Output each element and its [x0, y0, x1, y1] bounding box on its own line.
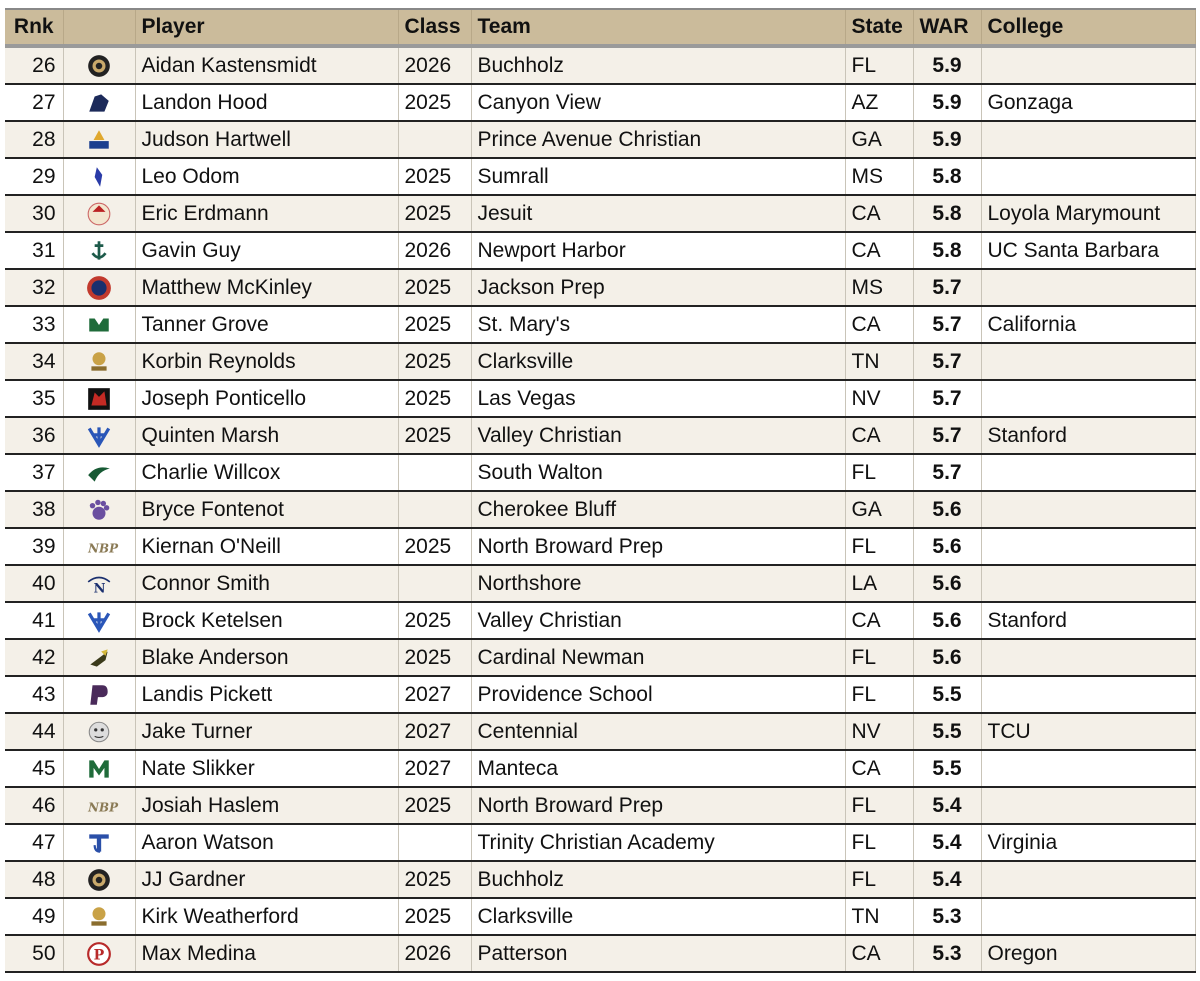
college-cell: Stanford [981, 602, 1195, 639]
team-cell: North Broward Prep [471, 787, 845, 824]
table-row[interactable] [5, 750, 1195, 787]
class-cell: 2025 [398, 195, 471, 232]
table-row[interactable] [5, 158, 1195, 195]
war-cell: 5.4 [913, 861, 981, 898]
player-cell: Charlie Willcox [135, 454, 398, 491]
team-cell: Newport Harbor [471, 232, 845, 269]
table-row[interactable] [5, 639, 1195, 676]
player-cell: Blake Anderson [135, 639, 398, 676]
war-cell: 5.7 [913, 417, 981, 454]
class-cell: 2025 [398, 417, 471, 454]
player-cell: Landis Pickett [135, 676, 398, 713]
table-row[interactable] [5, 491, 1195, 528]
war-cell: 5.6 [913, 528, 981, 565]
state-cell: AZ [845, 84, 913, 121]
team-logo [63, 898, 135, 935]
college-cell [981, 528, 1195, 565]
college-cell [981, 639, 1195, 676]
class-cell: 2025 [398, 639, 471, 676]
class-cell: 2025 [398, 306, 471, 343]
class-cell: 2025 [398, 269, 471, 306]
state-cell: CA [845, 935, 913, 972]
svg-text:N: N [93, 581, 106, 597]
header-row [5, 9, 1195, 46]
player-cell: Korbin Reynolds [135, 343, 398, 380]
war-cell: 5.9 [913, 84, 981, 121]
college-cell: California [981, 306, 1195, 343]
war-cell: 5.5 [913, 713, 981, 750]
rank-cell: 27 [5, 84, 63, 121]
class-cell: 2025 [398, 343, 471, 380]
class-cell: 2025 [398, 158, 471, 195]
team-logo [63, 46, 135, 84]
college-cell [981, 454, 1195, 491]
manteca-logo-icon [64, 756, 135, 782]
college-cell [981, 898, 1195, 935]
class-cell: 2025 [398, 861, 471, 898]
player-cell: Leo Odom [135, 158, 398, 195]
rank-cell: 49 [5, 898, 63, 935]
class-cell [398, 454, 471, 491]
state-cell: FL [845, 639, 913, 676]
state-cell: MS [845, 269, 913, 306]
state-cell: LA [845, 565, 913, 602]
class-cell: 2026 [398, 46, 471, 84]
class-cell: 2025 [398, 898, 471, 935]
state-cell: CA [845, 750, 913, 787]
table-row[interactable] [5, 454, 1195, 491]
state-cell: FL [845, 861, 913, 898]
player-cell: Joseph Ponticello [135, 380, 398, 417]
svg-text:NBP: NBP [88, 540, 119, 555]
team-cell: Valley Christian [471, 602, 845, 639]
team-logo [63, 639, 135, 676]
table-row[interactable] [5, 898, 1195, 935]
team-cell: Patterson [471, 935, 845, 972]
centennial-logo-icon [64, 719, 135, 745]
player-cell: Bryce Fontenot [135, 491, 398, 528]
table-row[interactable] [5, 528, 1195, 565]
class-cell: 2027 [398, 713, 471, 750]
team-logo [63, 676, 135, 713]
state-cell: GA [845, 121, 913, 158]
team-cell: Prince Avenue Christian [471, 121, 845, 158]
header-class[interactable]: Class [398, 9, 471, 46]
state-cell: GA [845, 491, 913, 528]
war-cell: 5.5 [913, 676, 981, 713]
clarksville-logo-icon [64, 349, 135, 375]
team-logo [63, 84, 135, 121]
team-logo [63, 824, 135, 861]
team-logo [63, 528, 135, 565]
prince-logo-icon [64, 127, 135, 153]
rank-cell: 33 [5, 306, 63, 343]
team-cell: South Walton [471, 454, 845, 491]
war-cell: 5.5 [913, 750, 981, 787]
college-cell: Stanford [981, 417, 1195, 454]
team-cell: Clarksville [471, 898, 845, 935]
player-cell: Max Medina [135, 935, 398, 972]
player-cell: Tanner Grove [135, 306, 398, 343]
war-cell: 5.4 [913, 787, 981, 824]
war-cell: 5.6 [913, 491, 981, 528]
war-cell: 5.8 [913, 158, 981, 195]
state-cell: CA [845, 306, 913, 343]
class-cell: 2027 [398, 676, 471, 713]
class-cell: 2025 [398, 528, 471, 565]
rank-cell: 28 [5, 121, 63, 158]
table-row[interactable] [5, 713, 1195, 750]
war-cell: 5.9 [913, 46, 981, 84]
class-cell: 2026 [398, 935, 471, 972]
team-cell: St. Mary's [471, 306, 845, 343]
team-logo [63, 195, 135, 232]
table-row[interactable] [5, 861, 1195, 898]
rank-cell: 38 [5, 491, 63, 528]
team-logo [63, 343, 135, 380]
college-cell: Gonzaga [981, 84, 1195, 121]
class-cell [398, 565, 471, 602]
jesuit-logo-icon [64, 201, 135, 227]
table-row[interactable] [5, 46, 1195, 84]
class-cell [398, 824, 471, 861]
table-row[interactable] [5, 602, 1195, 639]
south-walton-logo-icon [64, 460, 135, 486]
table-row[interactable] [5, 787, 1195, 824]
rank-cell: 29 [5, 158, 63, 195]
war-cell: 5.3 [913, 898, 981, 935]
college-cell: Virginia [981, 824, 1195, 861]
team-logo [63, 491, 135, 528]
team-cell: Manteca [471, 750, 845, 787]
state-cell: CA [845, 602, 913, 639]
team-cell: North Broward Prep [471, 528, 845, 565]
cherokee-bluff-logo-icon [64, 497, 135, 523]
player-cell: Aaron Watson [135, 824, 398, 861]
team-cell: Clarksville [471, 343, 845, 380]
state-cell: NV [845, 380, 913, 417]
war-cell: 5.7 [913, 343, 981, 380]
team-logo [63, 121, 135, 158]
state-cell: FL [845, 454, 913, 491]
rank-cell: 47 [5, 824, 63, 861]
player-cell: Kiernan O'Neill [135, 528, 398, 565]
team-logo [63, 306, 135, 343]
team-cell: Sumrall [471, 158, 845, 195]
team-cell: Canyon View [471, 84, 845, 121]
table-row[interactable] [5, 824, 1195, 861]
rank-cell: 36 [5, 417, 63, 454]
state-cell: FL [845, 528, 913, 565]
buchholz-logo-icon [64, 867, 135, 893]
state-cell: CA [845, 195, 913, 232]
state-cell: MS [845, 158, 913, 195]
college-cell [981, 565, 1195, 602]
war-cell: 5.9 [913, 121, 981, 158]
player-cell: Judson Hartwell [135, 121, 398, 158]
team-cell: Northshore [471, 565, 845, 602]
canyon-view-logo-icon [64, 90, 135, 116]
rank-cell: 37 [5, 454, 63, 491]
player-cell: Gavin Guy [135, 232, 398, 269]
rank-cell: 30 [5, 195, 63, 232]
header-rnk[interactable]: Rnk [5, 9, 63, 46]
team-logo [63, 454, 135, 491]
team-cell: Trinity Christian Academy [471, 824, 845, 861]
rank-cell: 45 [5, 750, 63, 787]
team-cell: Jackson Prep [471, 269, 845, 306]
team-cell: Jesuit [471, 195, 845, 232]
team-logo [63, 232, 135, 269]
college-cell [981, 269, 1195, 306]
war-cell: 5.6 [913, 602, 981, 639]
war-cell: 5.8 [913, 232, 981, 269]
player-cell: Nate Slikker [135, 750, 398, 787]
college-cell: TCU [981, 713, 1195, 750]
patterson-logo-icon [64, 941, 135, 967]
table-row[interactable] [5, 935, 1195, 972]
north-broward-logo-icon [64, 793, 135, 819]
cardinal-newman-logo-icon [64, 645, 135, 671]
player-cell: Jake Turner [135, 713, 398, 750]
rank-cell: 44 [5, 713, 63, 750]
war-cell: 5.6 [913, 565, 981, 602]
las-vegas-logo-icon [64, 386, 135, 412]
header-player[interactable]: Player [135, 9, 398, 46]
table-row[interactable] [5, 565, 1195, 602]
state-cell: TN [845, 343, 913, 380]
state-cell: FL [845, 46, 913, 84]
rank-cell: 46 [5, 787, 63, 824]
player-cell: Brock Ketelsen [135, 602, 398, 639]
state-cell: FL [845, 824, 913, 861]
team-cell: Cherokee Bluff [471, 491, 845, 528]
svg-text:NBP: NBP [88, 799, 119, 814]
north-broward-logo-icon [64, 534, 135, 560]
state-cell: NV [845, 713, 913, 750]
table-row[interactable] [5, 195, 1195, 232]
rank-cell: 40 [5, 565, 63, 602]
team-logo [63, 602, 135, 639]
player-cell: Quinten Marsh [135, 417, 398, 454]
table-row[interactable] [5, 306, 1195, 343]
jackson-prep-logo-icon [64, 275, 135, 301]
rank-cell: 26 [5, 46, 63, 84]
rank-cell: 50 [5, 935, 63, 972]
college-cell: Loyola Marymount [981, 195, 1195, 232]
sumrall-logo-icon [64, 164, 135, 190]
state-cell: TN [845, 898, 913, 935]
team-logo [63, 269, 135, 306]
player-cell: JJ Gardner [135, 861, 398, 898]
player-cell: Eric Erdmann [135, 195, 398, 232]
team-cell: Valley Christian [471, 417, 845, 454]
team-logo [63, 787, 135, 824]
war-cell: 5.7 [913, 269, 981, 306]
player-cell: Connor Smith [135, 565, 398, 602]
class-cell: 2026 [398, 232, 471, 269]
war-cell: 5.7 [913, 380, 981, 417]
rank-cell: 42 [5, 639, 63, 676]
class-cell: 2025 [398, 787, 471, 824]
college-cell [981, 121, 1195, 158]
rank-cell: 34 [5, 343, 63, 380]
newport-harbor-logo-icon [64, 238, 135, 264]
clarksville-logo-icon [64, 904, 135, 930]
table-row[interactable] [5, 417, 1195, 454]
table-row[interactable] [5, 232, 1195, 269]
war-cell: 5.7 [913, 454, 981, 491]
table-row[interactable] [5, 269, 1195, 306]
rank-cell: 35 [5, 380, 63, 417]
valley-christian-logo-icon [64, 608, 135, 634]
college-cell [981, 158, 1195, 195]
class-cell: 2027 [398, 750, 471, 787]
class-cell: 2025 [398, 380, 471, 417]
team-logo [63, 565, 135, 602]
header-war[interactable]: WAR [913, 9, 981, 46]
st-marys-logo-icon [64, 312, 135, 338]
class-cell [398, 491, 471, 528]
class-cell: 2025 [398, 84, 471, 121]
war-cell: 5.6 [913, 639, 981, 676]
team-logo [63, 750, 135, 787]
team-cell: Cardinal Newman [471, 639, 845, 676]
providence-logo-icon [64, 682, 135, 708]
state-cell: CA [845, 417, 913, 454]
table-row[interactable] [5, 380, 1195, 417]
table-row[interactable] [5, 121, 1195, 158]
player-cell: Kirk Weatherford [135, 898, 398, 935]
class-cell: 2025 [398, 602, 471, 639]
team-logo [63, 935, 135, 972]
college-cell: Oregon [981, 935, 1195, 972]
state-cell: FL [845, 676, 913, 713]
team-cell: Las Vegas [471, 380, 845, 417]
northshore-logo-icon [64, 571, 135, 597]
war-cell: 5.7 [913, 306, 981, 343]
state-cell: CA [845, 232, 913, 269]
team-logo [63, 861, 135, 898]
state-cell: FL [845, 787, 913, 824]
war-cell: 5.3 [913, 935, 981, 972]
team-cell: Buchholz [471, 861, 845, 898]
rank-cell: 39 [5, 528, 63, 565]
header-state[interactable]: State [845, 9, 913, 46]
header-college[interactable]: College [981, 9, 1195, 46]
player-cell: Josiah Haslem [135, 787, 398, 824]
table-row[interactable] [5, 676, 1195, 713]
player-cell: Aidan Kastensmidt [135, 46, 398, 84]
college-cell [981, 861, 1195, 898]
header-team[interactable]: Team [471, 9, 845, 46]
rank-cell: 41 [5, 602, 63, 639]
player-cell: Matthew McKinley [135, 269, 398, 306]
player-cell: Landon Hood [135, 84, 398, 121]
class-cell [398, 121, 471, 158]
table-row[interactable] [5, 343, 1195, 380]
header-logo[interactable] [63, 9, 135, 46]
rank-cell: 31 [5, 232, 63, 269]
team-cell: Providence School [471, 676, 845, 713]
college-cell [981, 787, 1195, 824]
team-logo [63, 158, 135, 195]
college-cell [981, 750, 1195, 787]
team-cell: Centennial [471, 713, 845, 750]
svg-text:P: P [93, 946, 105, 963]
college-cell [981, 380, 1195, 417]
war-cell: 5.4 [913, 824, 981, 861]
college-cell [981, 676, 1195, 713]
rank-cell: 43 [5, 676, 63, 713]
table-row[interactable] [5, 84, 1195, 121]
college-cell [981, 343, 1195, 380]
rank-cell: 48 [5, 861, 63, 898]
valley-christian-logo-icon [64, 423, 135, 449]
rankings-table [5, 8, 1196, 973]
rank-cell: 32 [5, 269, 63, 306]
team-cell: Buchholz [471, 46, 845, 84]
war-cell: 5.8 [913, 195, 981, 232]
college-cell: UC Santa Barbara [981, 232, 1195, 269]
team-logo [63, 713, 135, 750]
college-cell [981, 46, 1195, 84]
trinity-christian-logo-icon [64, 830, 135, 856]
team-logo [63, 380, 135, 417]
team-logo [63, 417, 135, 454]
buchholz-logo-icon [64, 53, 135, 79]
college-cell [981, 491, 1195, 528]
